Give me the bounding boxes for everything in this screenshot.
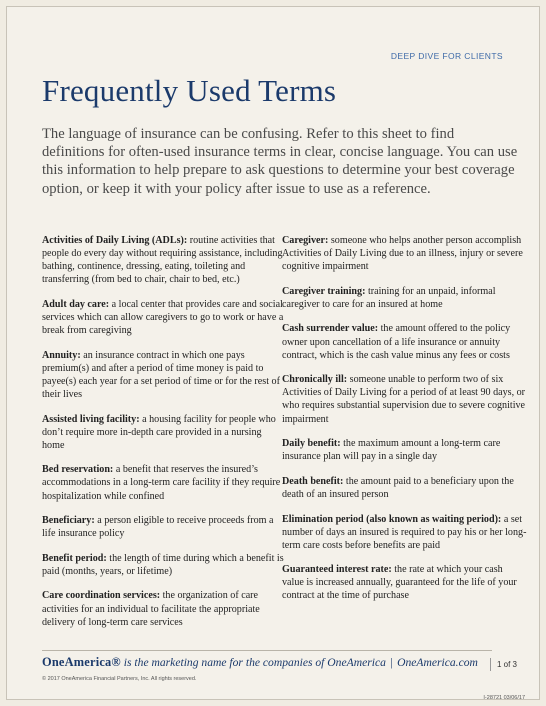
term-entry-care-coordination [42,589,285,628]
term-entry-assisted-living [42,413,285,452]
term-entry-caregiver-training [282,285,527,311]
term-definition: the rate at which your cash value is increased annually, guaranteed for the life of your contract at the time of purchase [282,564,517,602]
term-name: Caregiver training: [282,285,366,297]
term-name: Death benefit: [282,475,344,487]
term-name: Chronically ill: [282,374,348,386]
term-name: Care coordination services: [42,590,161,602]
section-tag: DEEP DIVE FOR CLIENTS [390,51,503,61]
term-entry-elimination-period [282,513,527,552]
term-definition: a set number of days an insured is required to pay his or her long-term care costs before benefits are paid [282,513,527,551]
page-indicator: 1 of 3 [490,658,523,671]
term-definition: training for an unpaid, informal caregiver to care for an insured at home [282,285,496,310]
term-name: Assisted living facility: [42,413,140,425]
footer-separator: | [389,656,394,669]
term-name: Caregiver: [282,235,329,246]
term-name: Activities of Daily Living (ADLs): [42,235,188,246]
term-definition: the amount offered to the policy owner upon cancellation of a life insurance or annuity contract, which is the cash value minus any fees or costs [282,323,511,361]
term-definition: the length of time during which a benefit is paid (months, years, or lifetime) [42,552,284,577]
footer-brand [42,655,478,670]
term-name: Guaranteed interest rate: [282,564,392,576]
term-definition: the organization of care activities for an individual to facilitate the appropriate delivery of long-term care services [42,590,260,628]
term-entry-adult-day-care [42,298,285,337]
term-entry-death-benefit [282,475,527,501]
term-name: Benefit period: [42,552,107,564]
page-title: Frequently Used Terms [42,73,337,108]
term-entry-annuity [42,349,285,401]
term-entry-daily-benefit [282,437,527,463]
term-name: Adult day care: [42,298,110,310]
copyright-notice: © 2017 OneAmerica Financial Partners, Inc. All rights reserved. [42,676,197,682]
term-definition: a local center that provides care and social services which can allow caregivers to go to work or have a break from caregiving [42,298,284,337]
term-definition: a housing facility for people who don’t require more in-depth care provided in a nursing home [42,413,276,451]
term-definition: someone unable to perform two of six Activities of Daily Living for a period of at least 90 days, or who requires substantial supervision due to severe cognitive impairment [282,374,526,425]
term-name: Cash surrender value: [282,323,379,335]
term-entry-benefit-period [42,552,285,578]
term-definition: the amount paid to a beneficiary upon the death of an insured person [282,475,514,500]
term-entry-cash-surrender-value [282,322,527,361]
right-terms-column [282,234,527,614]
term-name: Daily benefit: [282,438,341,450]
intro-paragraph: The language of insurance can be confusing. Refer to this sheet to find definitions for often-used insurance terms in clear, concise language. You can use this information to help prepare to ask questions to determine your best coverage option, or keep it with your policy after issue to use as a reference. [42,126,518,197]
term-entry-beneficiary [42,514,285,540]
term-entry-caregiver [282,234,527,273]
term-name: Beneficiary: [42,515,95,527]
term-entry-bed-reservation [42,463,285,502]
term-name: Elimination period (also known as waiting period): [282,513,502,525]
footer-website: OneAmerica.com [397,656,478,669]
form-code: I-28721 03/06/17 [483,695,525,701]
term-definition: routine activities that people do every day without requiring assistance, including bathing, continence, dressing, eating, toileting and transferring (from bed to chair, chair to bed, etc.) [42,235,283,286]
footer-tagline: is the marketing name for the companies of OneAmerica [120,656,386,669]
term-definition: a person eligible to receive proceeds from a life insurance policy [42,515,274,540]
term-definition: a benefit that reserves the insured’s accommodations in a long-term care facility if they require hospitalization while confined [42,464,281,502]
term-name: Bed reservation: [42,464,114,476]
term-definition: the maximum amount a long-term care insurance plan will pay in a single day [282,438,501,463]
term-entry-chronically-ill [282,373,527,425]
oneamerica-logo: OneAmerica® [42,655,121,669]
term-definition: someone who helps another person accomplish Activities of Daily Living due to an illness, injury or severe cognitive impairment [282,235,523,273]
document-page [6,6,540,700]
term-entry-guaranteed-interest-rate [282,563,527,602]
left-terms-column [42,234,285,640]
term-definition: an insurance contract in which one pays premium(s) and after a period of time money is paid to payee(s) each year for a set period of time or for the rest of their lives [42,349,280,400]
footer-divider [42,650,492,651]
term-entry-adls [42,234,285,286]
term-name: Annuity: [42,349,81,361]
